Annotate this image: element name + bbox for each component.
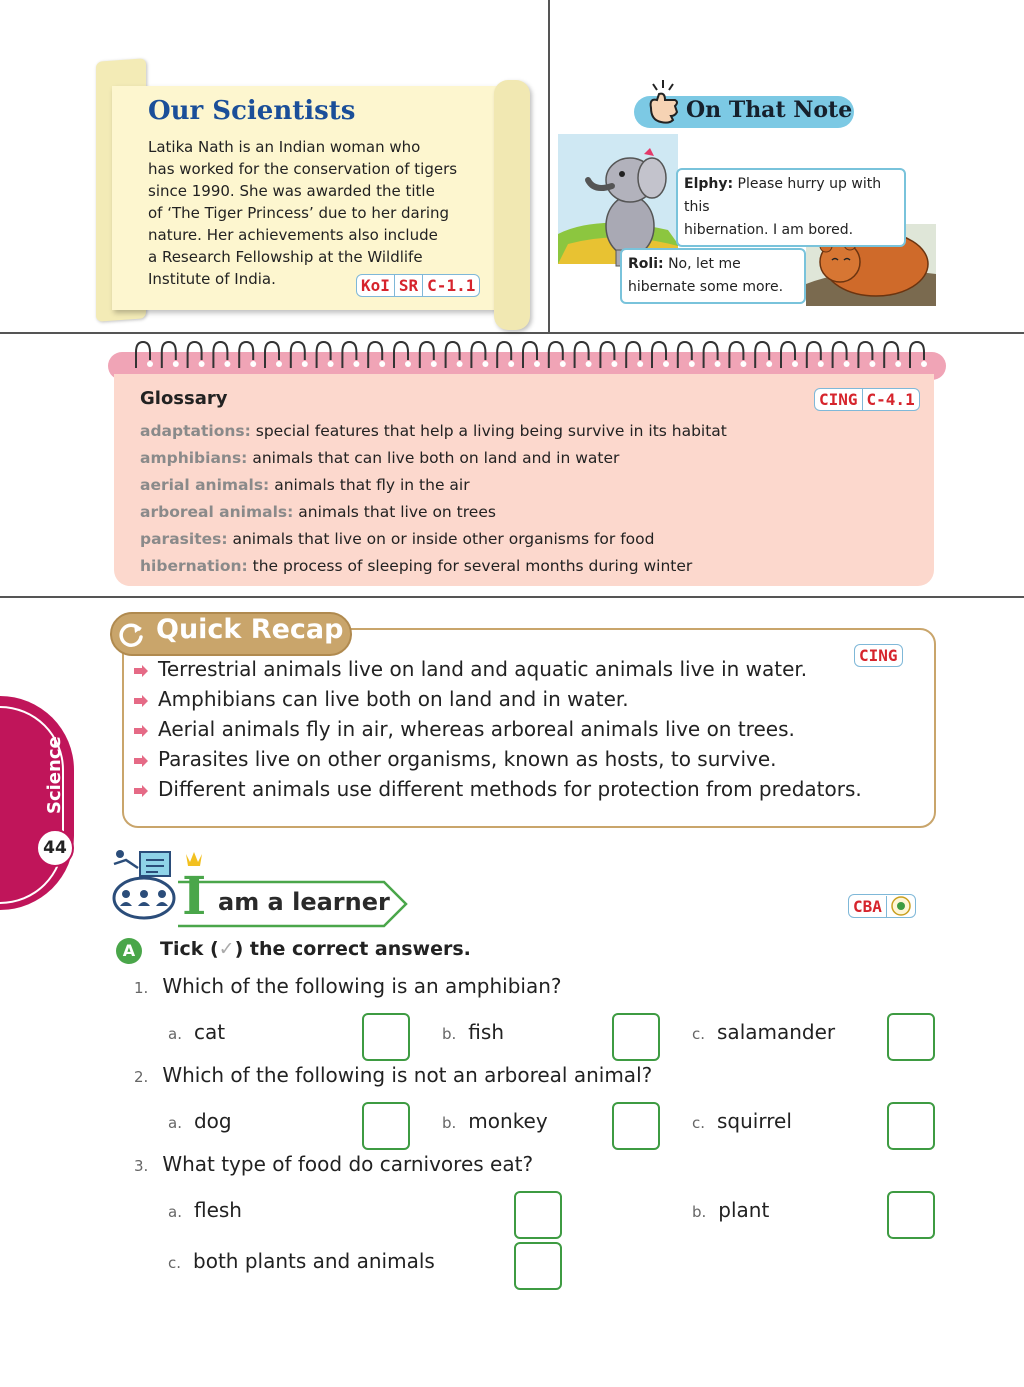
spiral-hole: [818, 361, 824, 367]
glossary-definition: animals that live on trees: [298, 503, 496, 521]
answer-checkbox[interactable]: [887, 1191, 935, 1239]
spiral-hole: [586, 361, 592, 367]
glossary-item: [140, 526, 727, 553]
option-letter: a.: [168, 1203, 182, 1221]
spiral-hole: [869, 361, 875, 367]
question-number: 1.: [134, 979, 149, 997]
answer-checkbox[interactable]: [887, 1013, 935, 1061]
question: [134, 974, 562, 998]
option: [168, 1109, 232, 1133]
glossary-term: aerial animals:: [140, 476, 270, 494]
option: [692, 1198, 769, 1222]
code-segment: CING: [859, 646, 898, 665]
glossary-term: amphibians:: [140, 449, 248, 467]
section-divider: [0, 332, 1024, 334]
scientists-line: of ‘The Tiger Princess’ due to her daring: [148, 204, 450, 222]
glossary-definition: animals that live on or inside other organisms for food: [232, 530, 655, 548]
spiral-hole: [663, 361, 669, 367]
spiral-hole: [715, 361, 721, 367]
option-text: salamander: [717, 1020, 836, 1044]
option-text: cat: [193, 1020, 226, 1044]
refresh-icon: [116, 620, 146, 650]
subject-label: [22, 736, 82, 816]
spiral-hole: [353, 361, 359, 367]
spiral-hole: [302, 361, 308, 367]
spiral-hole: [199, 361, 205, 367]
answer-checkbox[interactable]: [612, 1102, 660, 1150]
recap-title: Quick Recap: [156, 614, 344, 645]
speaker-name: Roli:: [628, 256, 664, 272]
section-divider: [0, 596, 1024, 598]
glossary-term: adaptations:: [140, 422, 251, 440]
option-letter: b.: [442, 1114, 457, 1132]
option-letter: b.: [692, 1203, 707, 1221]
option: [692, 1109, 792, 1133]
glossary-definition: animals that can live both on land and in water: [252, 449, 620, 467]
arrow-bullet-icon: [134, 665, 148, 677]
spiral-hole: [611, 361, 617, 367]
arrow-bullet-icon: [134, 725, 148, 737]
option: [168, 1020, 225, 1044]
spiral-hole: [276, 361, 282, 367]
recap-text: Amphibians can live both on land and in water.: [158, 687, 629, 711]
option-letter: c.: [692, 1025, 706, 1043]
option-text: dog: [193, 1109, 232, 1133]
option-letter: c.: [692, 1114, 706, 1132]
recap-text: Aerial animals fly in air, whereas arboreal animals live on trees.: [158, 717, 795, 741]
spiral-rings: [130, 340, 930, 372]
spiral-hole: [482, 361, 488, 367]
scientists-body: [148, 136, 493, 290]
speech-text: hibernation. I am bored.: [684, 222, 854, 238]
answer-checkbox[interactable]: [612, 1013, 660, 1061]
glossary-item: [140, 418, 727, 445]
speech-text: hibernate some more.: [628, 279, 784, 295]
elphy-speech-bubble: [676, 168, 906, 247]
instruction-part: ) the correct answers.: [234, 938, 471, 960]
spiral-hole: [637, 361, 643, 367]
spiral-hole: [792, 361, 798, 367]
spiral-hole: [431, 361, 437, 367]
option-text: monkey: [468, 1109, 548, 1133]
recap-text: Different animals use different methods for protection from predators.: [158, 777, 862, 801]
spiral-hole: [147, 361, 153, 367]
spiral-hole: [766, 361, 772, 367]
spiral-hole: [457, 361, 463, 367]
speech-text: Please hurry up with this: [684, 176, 882, 215]
tick-icon: ✓: [218, 938, 235, 960]
spiral-hole: [328, 361, 334, 367]
answer-checkbox[interactable]: [514, 1242, 562, 1290]
glossary-term: parasites:: [140, 530, 228, 548]
scientists-line: Latika Nath is an Indian woman who: [148, 138, 421, 156]
scientists-line: has worked for the conservation of tigers: [148, 160, 458, 178]
code-segment: SR: [395, 275, 423, 296]
pointing-hand-icon: [645, 78, 685, 126]
arrow-bullet-icon: [134, 695, 148, 707]
answer-checkbox[interactable]: [514, 1191, 562, 1239]
glossary-item: [140, 472, 727, 499]
svg-text:Science: Science: [44, 736, 65, 814]
question: [134, 1152, 533, 1176]
option: [168, 1198, 242, 1222]
glossary-term: hibernation:: [140, 557, 248, 575]
instruction-part: Tick (: [160, 938, 219, 960]
code-segment: CING: [815, 389, 863, 410]
option-text: squirrel: [717, 1109, 792, 1133]
spiral-hole: [508, 361, 514, 367]
option-text: flesh: [193, 1198, 242, 1222]
recap-item: [134, 774, 862, 804]
spiral-hole: [560, 361, 566, 367]
instruction-text: [160, 938, 471, 960]
recap-item: [134, 744, 862, 774]
answer-checkbox[interactable]: [362, 1102, 410, 1150]
recap-text: Terrestrial animals live on land and aquatic animals live in water.: [158, 657, 808, 681]
scientists-line: a Research Fellowship at the Wildlife: [148, 248, 423, 266]
option: [692, 1020, 835, 1044]
option-text: fish: [468, 1020, 504, 1044]
code-segment: C-4.1: [866, 390, 915, 409]
glossary-list: [140, 418, 727, 580]
code-segment: KoI: [357, 275, 395, 296]
option-letter: a.: [168, 1114, 182, 1132]
option-text: both plants and animals: [193, 1249, 435, 1273]
spiral-hole: [921, 361, 927, 367]
glossary-item: [140, 553, 727, 580]
glossary-definition: the process of sleeping for several months during winter: [252, 557, 693, 575]
spiral-hole: [740, 361, 746, 367]
recap-list: [134, 654, 862, 804]
recap-item: [134, 684, 862, 714]
note-title: On That Note: [686, 97, 853, 123]
spiral-hole: [405, 361, 411, 367]
glossary-title: Glossary: [140, 388, 228, 409]
answer-checkbox[interactable]: [887, 1102, 935, 1150]
glossary-item: [140, 445, 727, 472]
spiral-hole: [250, 361, 256, 367]
spiral-hole: [379, 361, 385, 367]
question: [134, 1063, 652, 1087]
emblem-icon: [887, 895, 915, 917]
arrow-bullet-icon: [134, 755, 148, 767]
section-letter-badge: A: [116, 938, 142, 964]
scientists-code-badge: [356, 274, 480, 297]
scroll-roll: [494, 80, 530, 330]
scientists-line: nature. Her achievements also include: [148, 226, 438, 244]
spiral-hole: [844, 361, 850, 367]
spiral-hole: [534, 361, 540, 367]
roli-speech-bubble: [620, 248, 806, 304]
spiral-hole: [224, 361, 230, 367]
recap-item: [134, 714, 862, 744]
spiral-hole: [895, 361, 901, 367]
scientists-line: since 1990. She was awarded the title: [148, 182, 435, 200]
glossary-code-badge: [814, 388, 920, 411]
spiral-hole: [689, 361, 695, 367]
answer-checkbox[interactable]: [362, 1013, 410, 1061]
learner-title: am a learner: [218, 888, 390, 916]
option: [442, 1109, 548, 1133]
column-divider: [548, 0, 550, 332]
svg-text:I: I: [182, 866, 207, 920]
glossary-definition: animals that fly in the air: [274, 476, 470, 494]
speaker-name: Elphy:: [684, 176, 734, 192]
page-number: 44: [36, 829, 74, 867]
arrow-bullet-icon: [134, 785, 148, 797]
scientists-line: Institute of India.: [148, 270, 276, 288]
question-number: 2.: [134, 1068, 149, 1086]
option-letter: c.: [168, 1254, 182, 1272]
speech-text: No, let me: [668, 256, 741, 272]
option-text: plant: [718, 1198, 770, 1222]
scientists-title: Our Scientists: [148, 96, 356, 126]
option: [168, 1249, 435, 1273]
spiral-hole: [173, 361, 179, 367]
glossary-term: arboreal animals:: [140, 503, 294, 521]
code-segment: C-1.1: [427, 276, 476, 295]
code-segment: CBA: [849, 896, 887, 917]
learner-code-badge: [848, 894, 916, 918]
question-text: Which of the following is not an arboreal animal?: [162, 1063, 653, 1087]
option: [442, 1020, 504, 1044]
glossary-item: [140, 499, 727, 526]
glossary-definition: special features that help a living being survive in its habitat: [255, 422, 727, 440]
question-number: 3.: [134, 1157, 149, 1175]
recap-item: [134, 654, 862, 684]
option-letter: a.: [168, 1025, 182, 1043]
recap-text: Parasites live on other organisms, known as hosts, to survive.: [158, 747, 777, 771]
question-text: Which of the following is an amphibian?: [162, 974, 562, 998]
question-text: What type of food do carnivores eat?: [162, 1152, 534, 1176]
option-letter: b.: [442, 1025, 457, 1043]
